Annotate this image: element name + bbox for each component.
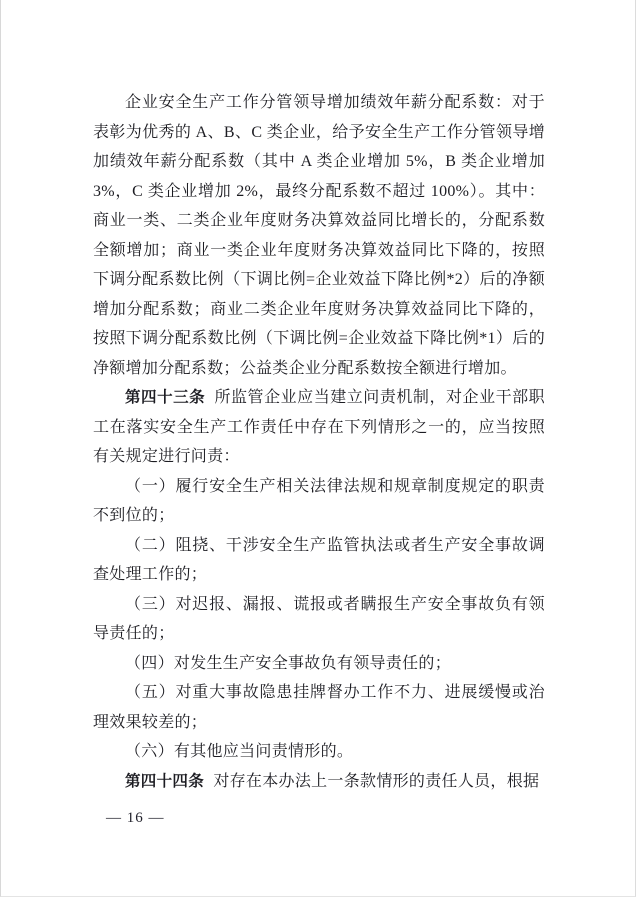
document-body [1, 0, 635, 827]
clause-43-number: 第四十三条 [125, 389, 206, 406]
list-item-text: （五）对重大事故隐患挂牌督办工作不力、进展缓慢或治理效果较差的； [93, 684, 545, 731]
list-item-text: （一）履行安全生产相关法律法规和规章制度规定的职责不到位的； [93, 477, 545, 524]
list-item-text: （二）阻挠、干涉安全生产监管执法或者生产安全事故调查处理工作的； [93, 536, 545, 583]
list-item-3 [93, 590, 545, 649]
clause-43-text: 所监管企业应当建立问责机制，对企业干部职工在落实安全生产工作责任中存在下列情形之一的，应当按照有关规定进行问责： [93, 389, 545, 465]
list-item-text: （四）对发生生产安全事故负有领导责任的； [125, 654, 452, 672]
list-item-text: （六）有其他应当问责情形的。 [125, 743, 354, 760]
list-item-5 [93, 678, 545, 737]
clause-44-text: 对存在本办法上一条款情形的责任人员，根据 [213, 772, 540, 790]
body-paragraph-coefficient-policy [93, 88, 545, 383]
list-item-6 [93, 737, 545, 767]
list-item-4 [93, 649, 545, 679]
paragraph-text: 企业安全生产工作分管领导增加绩效年薪分配系数：对于表彰为优秀的 A、B、C 类企业，给予安全生产工作分管领导增加绩效年薪分配系数（其中 A 类企业增加 5%，B 类企业增加 3%，C 类企业增加 2%，最终分配系数不超过 100%）。其中：商业一类、二类企业年度财务决算效益同比增长的，分配系数全额增加；商业一类企业年度财务决算效益同比下降的，按照下调分配系数比例（下调比例=企业效益下降比例*2）后的净额增加分配系数；商业二类企业年度财务决算效益同比下降的，按照下调分配系数比例（下调比例=企业效益下降比例*1）后的净额增加分配系数；公益类企业分配系数按全额进行增加。 [93, 94, 545, 377]
clause-44-number: 第四十四条 [125, 772, 205, 790]
list-item-text: （三）对迟报、漏报、谎报或者瞒报生产安全事故负有领导责任的； [93, 595, 545, 642]
list-item-1 [93, 472, 545, 531]
list-item-2 [93, 531, 545, 590]
clause-44-paragraph [93, 767, 545, 797]
page-number: — 16 — [106, 810, 165, 826]
clause-43-paragraph [93, 383, 545, 472]
